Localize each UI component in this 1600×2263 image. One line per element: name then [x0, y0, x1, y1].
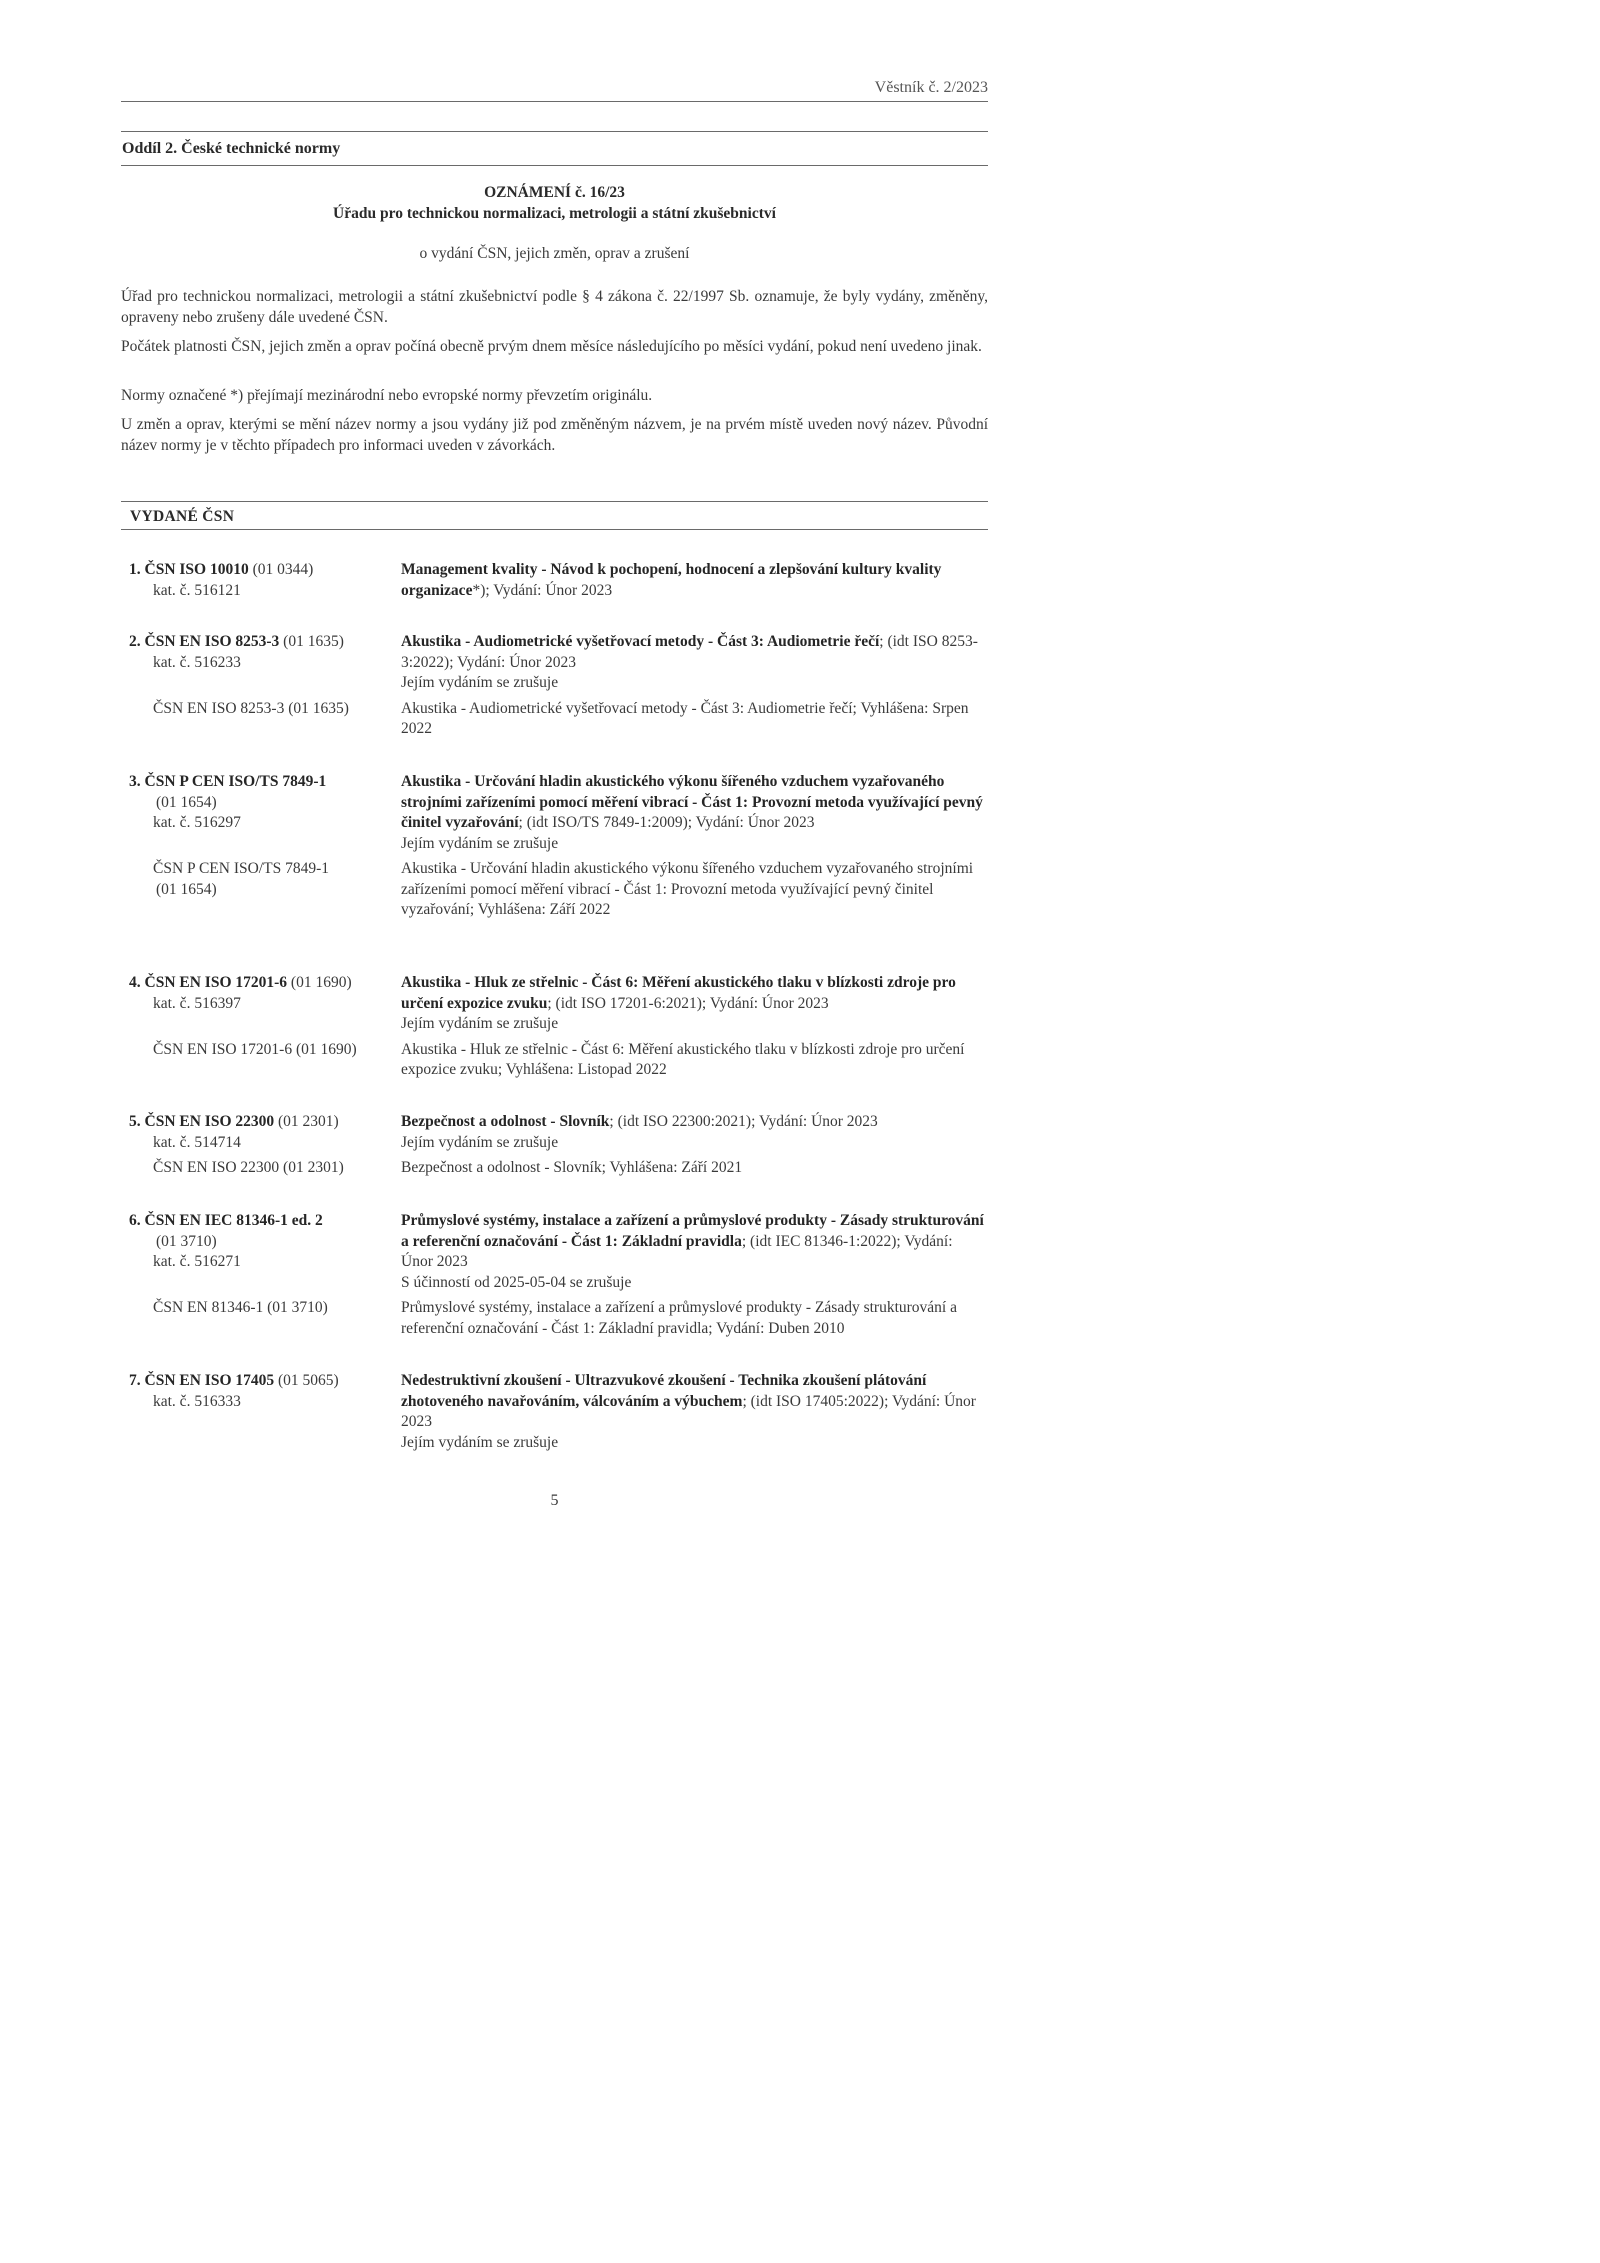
- catalog-number: kat. č. 516233: [153, 653, 241, 671]
- standard-class-code: (01 0344): [248, 561, 314, 578]
- standard-details: ; (idt IEC 81346-1:2022); Vydání: Únor 2023: [401, 1232, 953, 1270]
- standard-details: *); Vydání: Únor 2023: [472, 581, 613, 599]
- withdrawal-note: Jejím vydáním se zrušuje: [401, 674, 559, 691]
- standard-title: Akustika - Hluk ze střelnic - Část 6: Měření akustického tlaku v blízkosti zdroje pro určení expozice zvuku: [401, 974, 956, 1012]
- standard-entry: [121, 1112, 988, 1179]
- standard-details: ; (idt ISO 17405:2022); Vydání: Únor 2023: [401, 1392, 976, 1430]
- section-rule-top: [121, 131, 988, 132]
- standard-title: Bezpečnost a odolnost - Slovník: [401, 1113, 610, 1130]
- page-number: 5: [550, 1492, 559, 1509]
- standard-entry: [121, 1211, 988, 1339]
- standard-class-code: (01 5065): [274, 1372, 339, 1389]
- withdrawal-note: Jejím vydáním se zrušuje: [401, 1433, 559, 1451]
- catalog-number: kat. č. 516397: [153, 994, 241, 1012]
- standard-class-code: (01 1654): [156, 793, 217, 811]
- intro-paragraph: Normy označené *) přejímají mezinárodní nebo evropské normy převzetím originálu.: [121, 387, 653, 404]
- standard-entry: [121, 973, 988, 1081]
- standard-designation: 6. ČSN EN IEC 81346-1 ed. 2: [129, 1212, 323, 1229]
- withdrawn-standard-title: Průmyslové systémy, instalace a zařízení a průmyslové produkty - Zásady strukturování a referenční označování - Část 1: Základní pravidla; Vydání: Duben 2010: [401, 1299, 957, 1337]
- withdrawn-standard-designation: ČSN EN ISO 8253-3 (01 1635): [153, 699, 349, 717]
- catalog-number: kat. č. 516333: [153, 1392, 241, 1410]
- standard-entry: [121, 560, 988, 601]
- catalog-number: kat. č. 516121: [153, 581, 241, 599]
- withdrawal-note: Jejím vydáním se zrušuje: [401, 1133, 559, 1151]
- standard-details: ; (idt ISO 8253-3:2022); Vydání: Únor 2023: [401, 633, 978, 671]
- standard-class-code: (01 3710): [156, 1232, 217, 1250]
- standard-details: ; (idt ISO/TS 7849-1:2009); Vydání: Únor 2023: [518, 814, 815, 831]
- list-heading-rule-bottom: [121, 529, 988, 530]
- standard-designation: 2. ČSN EN ISO 8253-3: [129, 633, 280, 650]
- standard-entry: [121, 632, 988, 740]
- section-rule-bottom: [121, 165, 988, 166]
- withdrawn-standard-designation: ČSN EN 81346-1 (01 3710): [153, 1299, 328, 1316]
- standard-designation: 3. ČSN P CEN ISO/TS 7849-1: [129, 773, 327, 790]
- withdrawn-standard-designation: ČSN EN ISO 22300 (01 2301): [153, 1159, 344, 1176]
- standard-details: ; (idt ISO 17201-6:2021); Vydání: Únor 2023: [547, 994, 829, 1012]
- standard-entry: [121, 772, 988, 921]
- withdrawn-standard-designation: ČSN P CEN ISO/TS 7849-1: [153, 860, 329, 877]
- intro-paragraph: U změn a oprav, kterými se mění název normy a jsou vydány již pod změněným názvem, je na prvém místě uveden nový název. Původní název normy je v těchto případech pro informaci uveden v závorkách.: [121, 416, 988, 454]
- withdrawn-standard-title: Akustika - Audiometrické vyšetřovací metody - Část 3: Audiometrie řečí; Vyhlášena: Srpen 2022: [401, 699, 969, 737]
- standard-title: Průmyslové systémy, instalace a zařízení a průmyslové produkty - Zásady strukturování a referenční označování - Část 1: Základní pravidla: [401, 1212, 984, 1250]
- standard-designation: 5. ČSN EN ISO 22300: [129, 1113, 275, 1130]
- intro-paragraph: Počátek platnosti ČSN, jejich změn a oprav počíná obecně prvým dnem měsíce následujícího po měsíci vydání, pokud není uvedeno jinak.: [121, 338, 982, 355]
- withdrawn-standard-class-code: (01 1654): [156, 880, 217, 898]
- standard-title: Akustika - Určování hladin akustického výkonu šířeného vzduchem vyzařovaného strojními zařízeními pomocí měření vibrací - Část 1: Provozní metoda využívající pevný činitel vyzařování: [401, 773, 983, 831]
- standard-class-code: (01 2301): [274, 1113, 339, 1130]
- standard-title: Management kvality - Návod k pochopení, hodnocení a zlepšování kultury kvality organizace: [401, 561, 942, 599]
- catalog-number: kat. č. 514714: [153, 1133, 241, 1151]
- announcement-subtitle: o vydání ČSN, jejich změn, oprav a zrušení: [419, 245, 690, 262]
- standard-entry: [121, 1371, 988, 1453]
- announcement-authority: Úřadu pro technickou normalizaci, metrologii a státní zkušebnictví: [333, 205, 776, 222]
- intro-paragraph: Úřad pro technickou normalizaci, metrologii a státní zkušebnictví podle § 4 zákona č. 22/1997 Sb. oznamuje, že byly vydány, změněny, opraveny nebo zrušeny dále uvedené ČSN.: [121, 288, 988, 326]
- standard-designation: 7. ČSN EN ISO 17405: [129, 1372, 275, 1389]
- standard-details: ; (idt ISO 22300:2021); Vydání: Únor 2023: [609, 1113, 878, 1130]
- withdrawal-note: Jejím vydáním se zrušuje: [401, 1015, 559, 1032]
- section-title: Oddíl 2. České technické normy: [122, 140, 341, 157]
- withdrawal-note: Jejím vydáním se zrušuje: [401, 834, 559, 852]
- standard-designation: 4. ČSN EN ISO 17201-6: [129, 974, 288, 991]
- withdrawn-standard-title: Akustika - Hluk ze střelnic - Část 6: Měření akustického tlaku v blízkosti zdroje pro určení expozice zvuku; Vyhlášena: Listopad 2022: [401, 1040, 965, 1078]
- standard-class-code: (01 1690): [287, 974, 352, 991]
- list-heading-rule-top: [121, 501, 988, 502]
- withdrawal-note: S účinností od 2025-05-04 se zrušuje: [401, 1273, 632, 1291]
- withdrawn-standard-title: Bezpečnost a odolnost - Slovník; Vyhlášena: Září 2021: [401, 1159, 743, 1176]
- announcement-title: OZNÁMENÍ č. 16/23: [484, 184, 625, 201]
- standard-class-code: (01 1635): [279, 633, 344, 650]
- withdrawn-standard-title: Akustika - Určování hladin akustického výkonu šířeného vzduchem vyzařovaného strojními zařízeními pomocí měření vibrací - Část 1: Provozní metoda využívající pevný činitel vyzařování; Vyhlášena: Září 2022: [401, 860, 974, 918]
- header-rule: [121, 101, 988, 102]
- catalog-number: kat. č. 516271: [153, 1253, 241, 1270]
- standard-title: Nedestruktivní zkoušení - Ultrazvukové zkoušení - Technika zkoušení plátování zhotoveného navařováním, válcováním a výbuchem: [401, 1372, 927, 1410]
- catalog-number: kat. č. 516297: [153, 814, 241, 831]
- standard-designation: 1. ČSN ISO 10010: [129, 561, 249, 578]
- standard-title: Akustika - Audiometrické vyšetřovací metody - Část 3: Audiometrie řečí: [401, 633, 880, 650]
- running-header: Věstník č. 2/2023: [874, 79, 988, 96]
- list-heading: VYDANÉ ČSN: [130, 508, 235, 525]
- withdrawn-standard-designation: ČSN EN ISO 17201-6 (01 1690): [153, 1040, 357, 1058]
